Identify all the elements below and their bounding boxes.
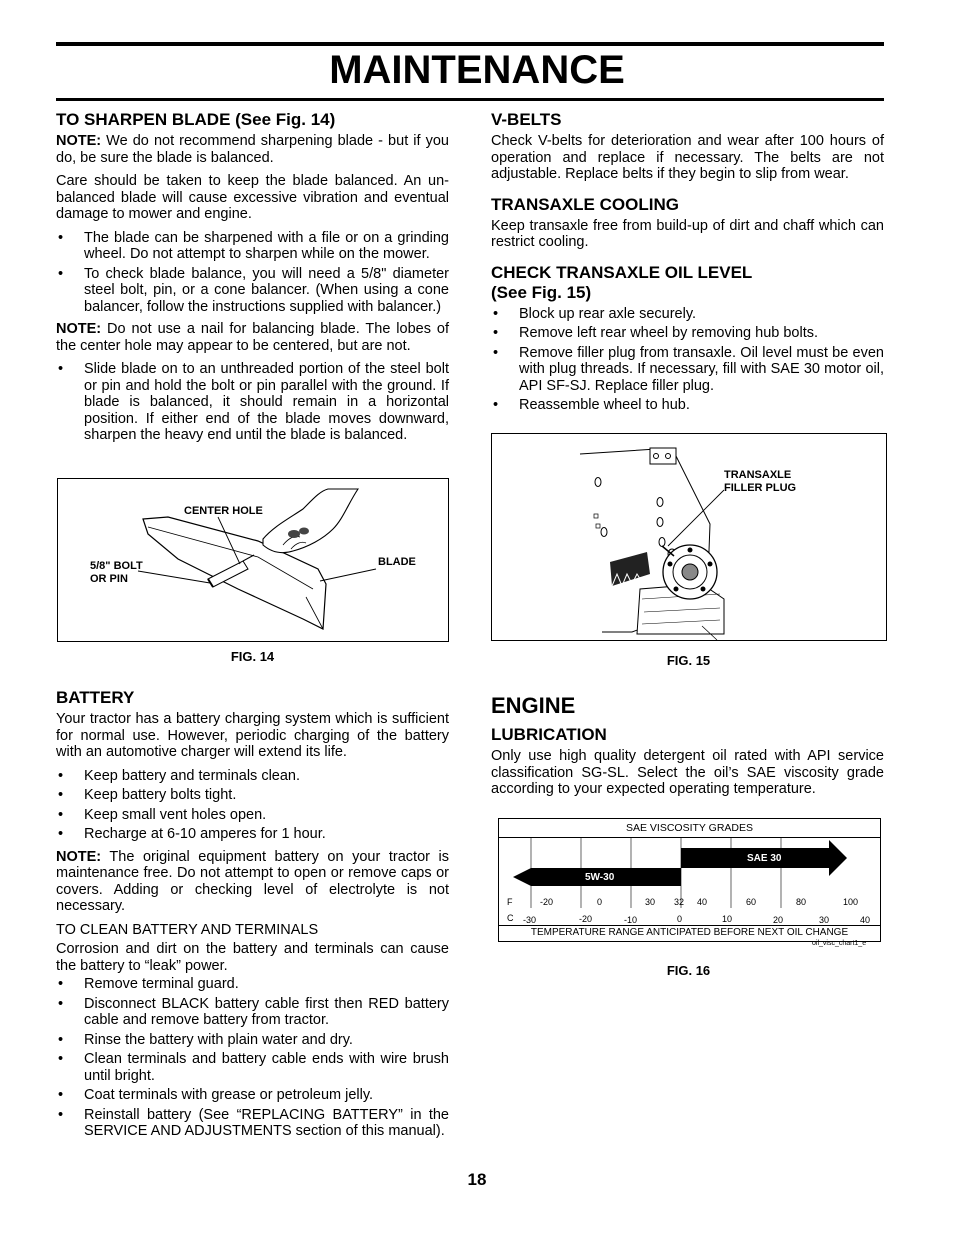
lubrication-heading: LUBRICATION bbox=[491, 725, 607, 744]
list-item: • Rinse the battery with plain water and dry. bbox=[56, 1032, 449, 1049]
chart-code: oil_visc_chart1_e bbox=[812, 940, 867, 947]
c-axis-label: C bbox=[507, 913, 514, 923]
list-item: • Keep battery and terminals clean. bbox=[56, 768, 449, 785]
filler-plug-callout: TRANSAXLE FILLER PLUG bbox=[724, 469, 797, 494]
right-column bbox=[491, 110, 884, 420]
battery-note: NOTE: The original equipment battery on your tractor is maintenance free. Do not attempt to open or remove caps or covers. Adding or checking level of electrolyte is not necessary. bbox=[56, 848, 449, 914]
f-tick: 32 bbox=[674, 897, 685, 907]
bolt-callout: 5/8" BOLT OR PIN bbox=[90, 560, 143, 585]
list-item: • Keep small vent holes open. bbox=[56, 807, 449, 824]
f-tick: 0 bbox=[597, 897, 603, 907]
engine-section bbox=[491, 693, 884, 805]
chart-footer: TEMPERATURE RANGE ANTICIPATED BEFORE NEXT OIL CHANGE bbox=[530, 927, 849, 938]
battery-para: Your tractor has a battery charging system which is sufficient for normal use. However, periodic charging of the battery with an automotive charger will extend its life. bbox=[56, 711, 449, 760]
list-item: • Reassemble wheel to hub. bbox=[491, 397, 884, 414]
nail-note: NOTE: Do not use a nail for balancing blade. The lobes of the center hole may appear to be centered, but are not. bbox=[56, 321, 449, 354]
f-tick: -20 bbox=[540, 897, 554, 907]
center-hole-callout: CENTER HOLE bbox=[184, 505, 263, 517]
c-tick: 0 bbox=[677, 914, 683, 924]
cooling-heading: TRANSAXLE COOLING bbox=[491, 194, 679, 214]
clean-para: Corrosion and dirt on the battery and terminals can cause the battery to “leak” power. bbox=[56, 941, 449, 974]
c-tick: -20 bbox=[579, 914, 593, 924]
list-item: • To check blade balance, you will need a 5/8" diameter steel bolt, pin, or a cone balancer. (When using a cone balancer, follow the instructions supplied with balancer.) bbox=[56, 266, 449, 316]
sharpen-note: NOTE: We do not recommend sharpening blade - but if you do, be sure the blade is balanced. bbox=[56, 133, 449, 166]
battery-heading: BATTERY bbox=[56, 688, 135, 707]
top-rule bbox=[56, 42, 884, 46]
balance-bullets bbox=[56, 361, 449, 444]
chart-footer-rule bbox=[499, 925, 880, 926]
sharpen-heading: TO SHARPEN BLADE (See Fig. 14) bbox=[56, 110, 336, 129]
list-item: • Reinstall battery (See “REPLACING BATTERY” in the SERVICE AND ADJUSTMENTS section of this manual). bbox=[56, 1107, 449, 1140]
sharpen-bullets bbox=[56, 230, 449, 316]
clean-bullets bbox=[56, 976, 449, 1140]
fig14-box bbox=[57, 478, 449, 642]
c-tick: -10 bbox=[624, 915, 638, 925]
battery-bullets bbox=[56, 768, 449, 843]
vbelts-heading: V-BELTS bbox=[491, 110, 562, 129]
lubrication-para: Only use high quality detergent oil rated with API service classification SG-SL. Select the oil’s SAE viscosity grade according to your expected operating temperature. bbox=[491, 748, 884, 797]
blade-callout: BLADE bbox=[378, 556, 416, 568]
c-tick: 40 bbox=[860, 915, 871, 925]
page-number: 18 bbox=[467, 1170, 487, 1189]
page-title: MAINTENANCE bbox=[329, 48, 625, 92]
left-column bbox=[56, 110, 449, 450]
list-item: • Remove terminal guard. bbox=[56, 976, 449, 993]
sae30-label: SAE 30 bbox=[747, 853, 782, 864]
fig15-label: FIG. 15 bbox=[666, 653, 711, 668]
c-tick: 30 bbox=[819, 915, 830, 925]
cooling-para: Keep transaxle free from build-up of dirt and chaff which can restrict cooling. bbox=[491, 217, 884, 250]
c-tick: 20 bbox=[773, 915, 784, 925]
list-item: • Recharge at 6-10 amperes for 1 hour. bbox=[56, 826, 449, 843]
c-tick: 10 bbox=[722, 914, 733, 924]
engine-heading: ENGINE bbox=[491, 693, 576, 718]
list-item: • Block up rear axle securely. bbox=[491, 306, 884, 323]
f-tick: 100 bbox=[843, 897, 859, 907]
vbelts-para: Check V-belts for deterioration and wear after 100 hours of operation and replace if necessary. The belts are not adjustable. Replace belts if they begin to slip from wear. bbox=[491, 133, 884, 182]
oil-heading: CHECK TRANSAXLE OIL LEVEL (See Fig. 15) bbox=[491, 262, 753, 302]
list-item: • Remove filler plug from transaxle. Oil level must be even with plug threads. If necessary, fill with SAE 30 motor oil, API SF-SJ. Replace filler plug. bbox=[491, 345, 884, 395]
fig16-label: FIG. 16 bbox=[666, 963, 711, 978]
battery-section bbox=[56, 688, 449, 1146]
fig15-box bbox=[491, 433, 887, 641]
f-tick: 30 bbox=[645, 897, 656, 907]
list-item: • Clean terminals and battery cable ends with wire brush until bright. bbox=[56, 1051, 449, 1084]
list-item: • Disconnect BLACK battery cable first then RED battery cable and remove battery from tractor. bbox=[56, 996, 449, 1029]
list-item: • Keep battery bolts tight. bbox=[56, 787, 449, 804]
oil-bullets bbox=[491, 306, 884, 414]
f-tick: 60 bbox=[746, 897, 757, 907]
transaxle-illustration bbox=[492, 434, 886, 640]
5w30-label: 5W-30 bbox=[585, 872, 615, 883]
grade-bars bbox=[499, 838, 880, 918]
f-axis-label: F bbox=[507, 897, 513, 907]
fig14-label: FIG. 14 bbox=[230, 649, 275, 664]
c-tick: -30 bbox=[523, 915, 537, 925]
viscosity-chart bbox=[498, 818, 881, 942]
list-item: • Remove left rear wheel by removing hub bolts. bbox=[491, 325, 884, 342]
clean-subheading: TO CLEAN BATTERY AND TERMINALS bbox=[56, 921, 319, 938]
f-tick: 80 bbox=[796, 897, 807, 907]
list-item: • Coat terminals with grease or petroleum jelly. bbox=[56, 1087, 449, 1104]
title-underline bbox=[56, 98, 884, 101]
list-item: • The blade can be sharpened with a file or on a grinding wheel. Do not attempt to sharpen while on the mower. bbox=[56, 230, 449, 263]
list-item: • Slide blade on to an unthreaded portion of the steel bolt or pin and hold the bolt or pin parallel with the ground. If blade is balanced, it should remain in a horizontal position. If either end of the blade moves downward, sharpen the heavy end until the blade is balanced. bbox=[56, 361, 449, 444]
chart-title: SAE VISCOSITY GRADES bbox=[625, 822, 753, 834]
f-tick: 40 bbox=[697, 897, 708, 907]
sharpen-para: Care should be taken to keep the blade balanced. An un-balanced blade will cause excessive vibration and eventual damage to mower and engine. bbox=[56, 173, 449, 222]
